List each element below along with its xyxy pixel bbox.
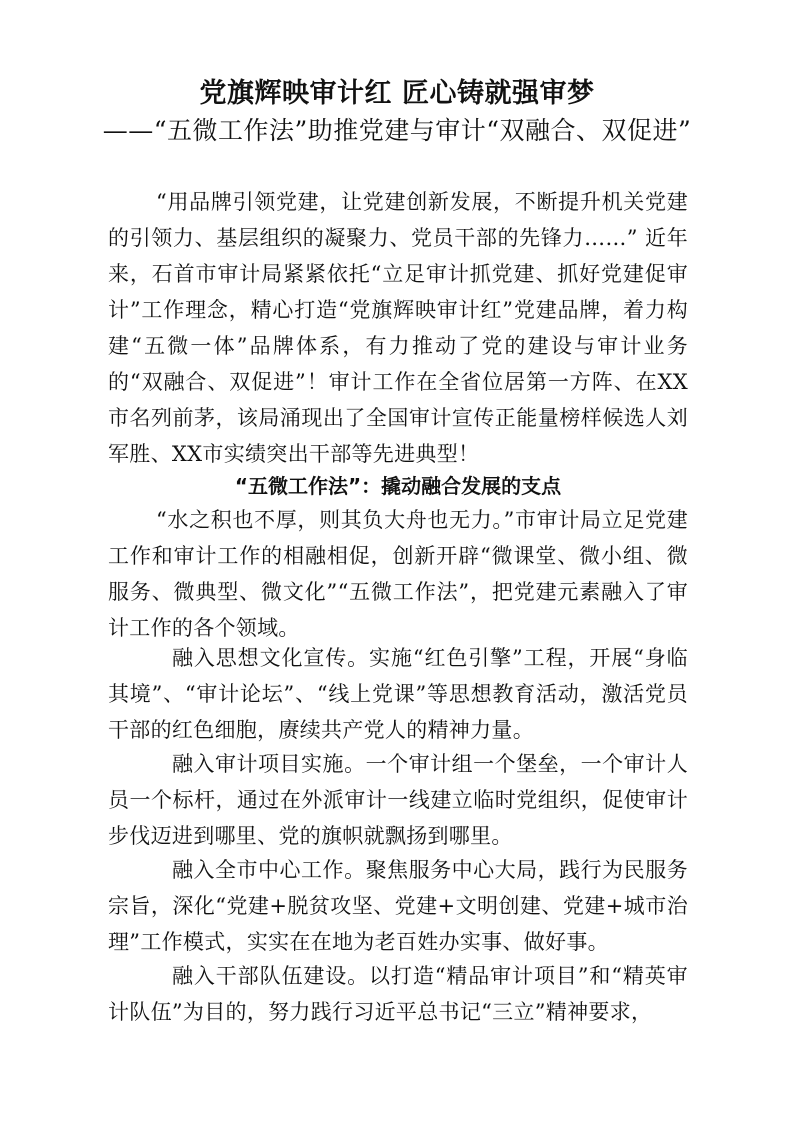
document-title: 党旗辉映审计红 匠心铸就强审梦 (199, 78, 595, 109)
paragraph-audit-projects: 融入审计项目实施。一个审计组一个堡垒，一个审计人员一个标杆，通过在外派审计一线建立临时党组织，促使审计步伐迈进到哪里、党的旗帜就飘扬到哪里。 (108, 752, 688, 848)
section-heading: “五微工作法”：撬动融合发展的支点 (234, 474, 562, 498)
paragraph-ideology: 融入思想文化宣传。实施“红色引擎”工程，开展“身临其境”、“审计论坛”、“线上党课”等思想教育活动，激活党员干部的红色细胞，赓续共产党人的精神力量。 (108, 646, 688, 742)
document-subtitle: ——“五微工作法”助推党建与审计“双融合、双促进” (102, 116, 692, 145)
paragraph-central-work: 融入全市中心工作。聚焦服务中心大局，践行为民服务宗旨，深化“党建+脱贫攻坚、党建+文明创建、党建+城市治理”工作模式，实实在在地为老百姓办实事、做好事。 (108, 858, 688, 954)
paragraph-cadre-building: 融入干部队伍建设。以打造“精品审计项目”和“精英审计队伍”为目的，努力践行习近平总书记“三立”精神要求， (108, 964, 688, 1024)
paragraph-five-methods: “水之积也不厚，则其负大舟也无力。”市审计局立足党建工作和审计工作的相融相促，创新开辟“微课堂、微小组、微服务、微典型、微文化”“五微工作法”，把党建元素融入了审计工作的各个领域。 (108, 508, 688, 640)
paragraph-intro: “用品牌引领党建，让党建创新发展，不断提升机关党建的引领力、基层组织的凝聚力、党员干部的先锋力……” 近年来，石首市审计局紧紧依托“立足审计抓党建、抓好党建促审计”工作理念，精心打造“党旗辉映审计红”党建品牌，着力构建“五微一体”品牌体系，有力推动了党的建设与审计业务的“双融合、双促进”！审计工作在全省位居第一方阵、在XX 市名列前茅，该局涌现出了全国审计宣传正能量榜样候选人刘军胜、XX市实绩突出干部等先进典型！ (108, 190, 688, 466)
